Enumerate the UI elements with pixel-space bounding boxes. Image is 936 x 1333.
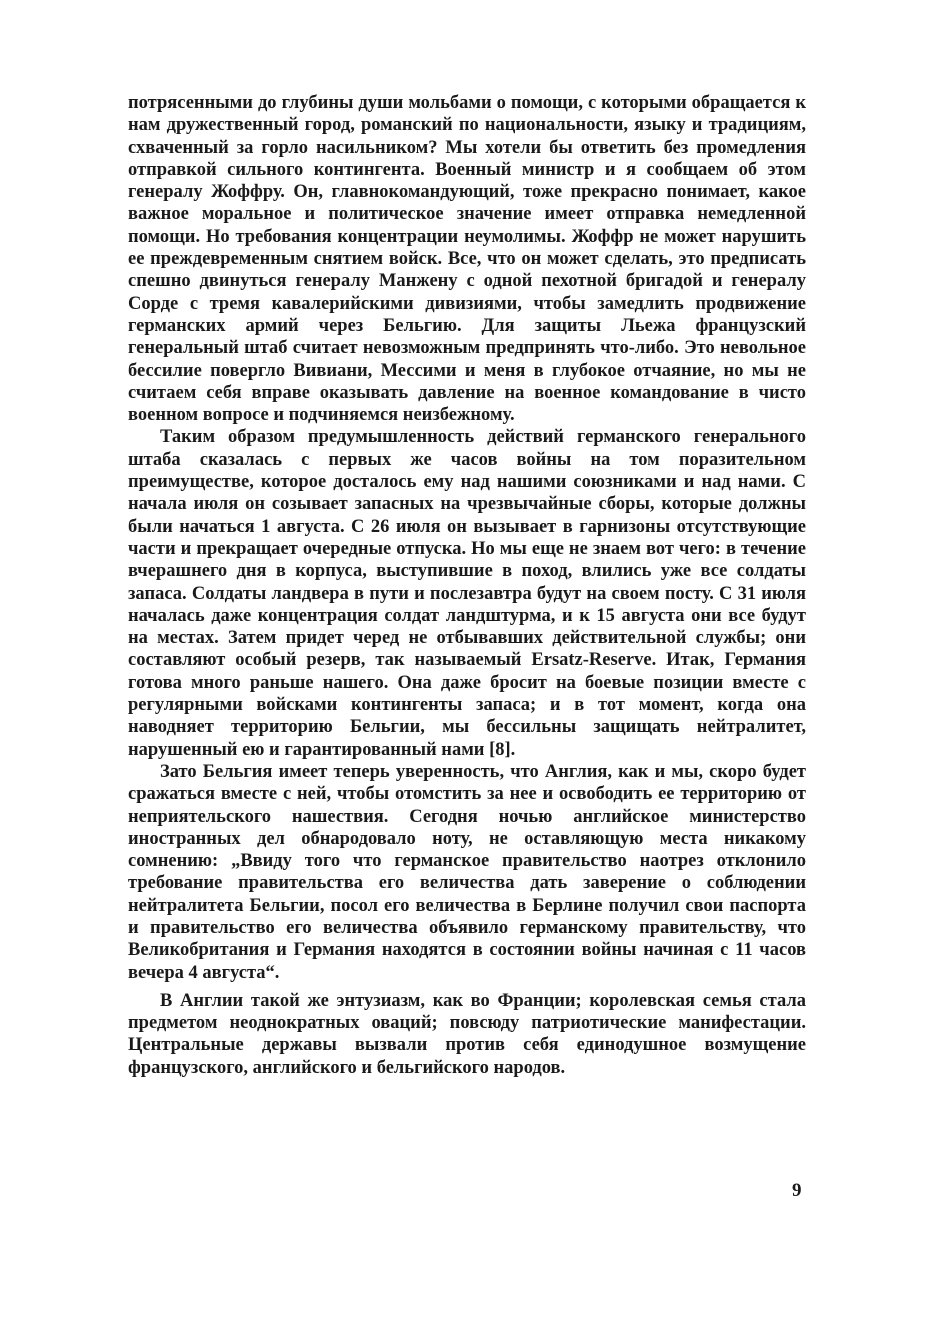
paragraph-1: потрясенными до глубины души мольбами о помощи, с которыми обращается к нам дружественный город, романский по национальности, языку и традициям, схваченный за горло насильником? Мы хотели бы ответить без промедления отправкой сильного контингента. Военный министр и я сообщаем об этом генералу Жоффру. Он, главнокомандующий, тоже прекрасно понимает, какое важное моральное и политическое значение имеет отправка немедленной помощи. Но требования концентрации неумолимы. Жоффр не может нарушить ее преждевременным снятием войск. Все, что он может сделать, это предписать спешно двинуться генералу Манжену с одной пехотной бригадой и генералу Сорде с тремя кавалерийскими дивизиями, чтобы замедлить продвижение германских армий через Бельгию. Для защиты Льежа французский генеральный штаб считает невозможным предпринять что-либо. Это невольное бессилие повергло Вивиани, Мессими и меня в глубокое отчаяние, но мы не считаем себя вправе оказывать давление на военное командование в чисто военном вопросе и подчиняемся неизбежному. [128,93,806,426]
page-number: 9 [792,1180,802,1201]
body-text [128,92,806,1079]
paragraph-3: Зато Бельгия имеет теперь уверенность, что Англия, как и мы, скоро будет сражаться вместе с ней, чтобы отомстить за нее и освободить ее территорию от неприятельского нашествия. Сегодня ночью английское министерство иностранных дел обнародовало ноту, не оставляющую места никакому сомнению: „Ввиду того что германское правительство наотрез отклонило требование правительства его величества дать заверение о соблюдении нейтралитета Бельгии, посол его величества в Берлине получил свои паспорта и правительство его величества объявило германскому правительству, что Великобритания и Германия находятся в состоянии войны начиная с 11 часов вечера 4 августа“. [128,761,806,983]
paragraph-2: Таким образом предумышленность действий германского генерального штаба сказалась с первых же часов войны на том поразительном преимуществе, которое досталось ему над нашими союзниками и над нами. С начала июля он созывает запасных на чрезвычайные сборы, которые должны были начаться 1 августа. С 26 июля он вызывает в гарнизоны отсутствующие части и прекращает очередные отпуска. Но мы еще не знаем вот чего: в течение вчерашнего дня в корпуса, выступившие в поход, влились уже все солдаты запаса. Солдаты ландвера в пути и послезавтра будут на своем посту. С 31 июля началась даже концентрация солдат ландштурма, и к 15 августа они все будут на местах. Затем придет черед не отбывавших действительной службы; они составляют особый резерв, так называемый Ersatz-Reserve. Итак, Германия готова много раньше нашего. Она даже бросит на боевые позиции вместе с регулярными войсками контингенты запаса; и в тот момент, когда она наводняет территорию Бельгии, мы бессильны защищать нейтралитет, нарушенный ею и гарантированный нами [8]. [128,427,806,760]
paragraph-4: В Англии такой же энтузиазм, как во Франции; королевская семья стала предметом неоднократных оваций; повсюду патриотические манифестации. Центральные державы вызвали против себя единодушное возмущение французского, английского и бельгийского народов. [128,990,806,1078]
